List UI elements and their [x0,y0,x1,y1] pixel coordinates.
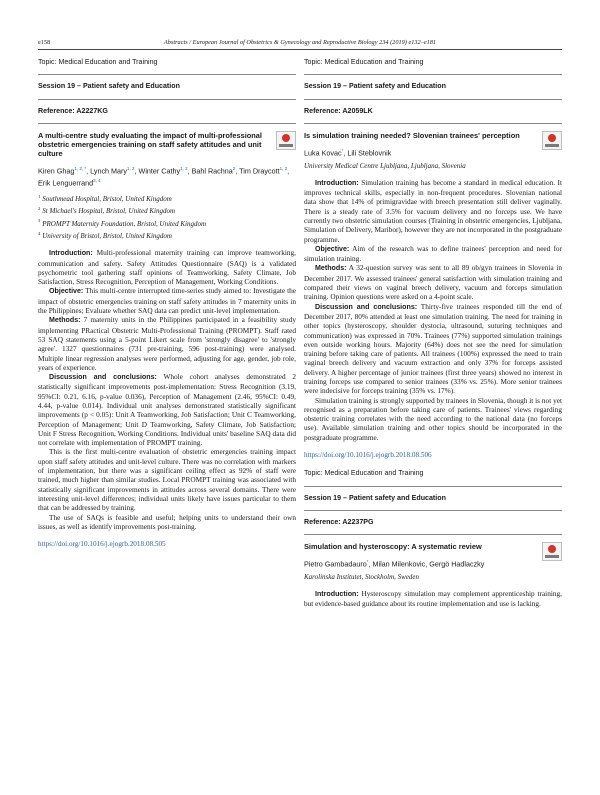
author-affiliation-marker[interactable]: 1, 2 [127,166,135,172]
author-name: Bahl Rachna [191,166,233,176]
paragraph-text: Whole cohort analyses demonstrated 2 statistically significant improvements post-implementation: Stress Recognition (3.19, 95%CI: 0.21, 6.16, p-value 0.036), Perception of Management (2.46, 95%CI: 0.49, 4.44, p-value 0.014). Individual unit analyses demonstrated statistically significant improvements (p < 0.05): Unit A Teamworking, Job Satisfaction; Unit C Teamworking, Perception of Management; Unit D Teamworking, Safety Climate, Job Satisfaction; Unit F Stress Recognition, Working Conditions. Individual units' baseline SAQ data did not correlate with implementation of PROMPT training. [38,372,296,448]
author-separator: , [368,559,373,569]
page-number: e158 [38,39,51,46]
section-label: Methods: [315,264,347,273]
author-name: Winter Cathy [138,166,181,176]
author-separator: , [86,166,91,176]
journal-citation: Abstracts / European Journal of Obstetrics & Gynecology and Reproductive Biology 234 (2019) e132–e181 [163,39,437,46]
author-list [38,164,296,187]
paragraph-text: Simulation training has become a standard in medical education. It improves technical skills, especially in non-frequent procedures. Slovenian national data show that 14% of primigravidae with breech presentation still deliver vaginally. There is a steady rate of 3.5% for vacuum delivery and no forceps use. We have currently two obstetric simulation courses (Training in obstetric emergencies, Ljubljana, Simulation of Delivery, Maribor), however they are not incorporated in the postgraduate programme. [304,177,562,244]
session-line: Session 19 – Patient safety and Education [304,82,446,91]
abstract-paragraph [38,248,296,286]
author-name: Tim Draycott [239,166,280,176]
abstract-paragraph [38,286,296,315]
abstract-paragraph [304,178,562,244]
abstract-body [304,589,562,609]
doi-link[interactable]: https://doi.org/10.1016/j.ejogrb.2018.08.505 [38,540,166,549]
affiliation-text: Southmead Hospital, Bristol, United Kingdom [42,194,172,203]
paragraph-text: This is the first multi-centre evaluation of obstetric emergencies training impact upon staff safety attitudes and unit-level culture. There was no correlation with markers of implementation, but there was a significant ceiling effect as 92% of staff were trained, much higher than similar studies. Local PROMPT training was associated with statistically significant improvements in attitudes across several domains. There were interesting unit-level differences; individual units likely have issues particular to them that can be addressed by training. [38,447,296,513]
author-name: Milan Milenkovic [372,559,426,569]
author-separator: , [343,148,348,158]
abstract-paragraph [304,302,562,396]
author-separator: , [425,559,430,569]
affiliation [38,204,296,216]
abstract-title-row [304,131,562,140]
abstract-paragraph [38,372,296,447]
author-separator: , [235,166,240,176]
author-list [304,557,562,569]
affiliation-number: 4 [38,230,41,236]
affiliation-text: St Michael's Hospital, Bristol, United Kingdom [42,207,175,216]
paragraph-text: Thirty-five trainees responded till the end of December 2017, 80% attended at least one simulation training. The need for training in other topics (hysteroscopy, shoulder dystocia, ultrasound, suturing techniques and communication) was expressed in 70%. Trainees (77%) supported simulation trainings even outside working hours. Majority (64%) does not see the need for simulation training before taking care of patients. All trainees (100%) expressed the need to train vaginal breech delivery and vacuum extraction and only 37% for forceps assisted delivery. A higher percentage of junior trainees (first three years) showed no interest in training forceps use compared to senior trainees (33% vs. 25%). More senior trainees were indecisive for forceps training (35% vs. 17%). [304,301,562,396]
abstract-paragraph [38,447,296,512]
reference-line: Reference: A2059LK [304,106,373,115]
abstract-title-row [304,542,562,551]
abstract-paragraph [304,263,562,301]
affiliation [38,229,296,241]
author-affiliation-marker[interactable]: 1, 2 [279,166,288,172]
header-rule [38,49,562,50]
author-separator: , [134,166,139,176]
divider [304,123,562,124]
section-label: Objective: [315,244,350,253]
section-label: Introduction: [315,178,359,187]
topic-line: Topic: Medical Education and Training [304,469,424,478]
topic-line: Topic: Medical Education and Training [304,58,424,66]
author-affiliation-marker[interactable]: 3, 4 [93,177,101,183]
author-affiliation-marker[interactable]: 1, 2, * [74,166,87,172]
affiliation-number: 2 [38,205,41,211]
divider [304,534,562,535]
affiliation-text: University of Bristol, Bristol, United Kingdom [42,232,172,241]
left-column [38,58,296,558]
reference-line: Reference: A2227KG [38,106,108,115]
paragraph-text: Multi-professional maternity training can improve teamworking, communication and safety. Safety Attitudes Questionnaire (SAQ) is a validated psychometric tool gathering staff opinions of Teamworking, Safety Climate, Job Satisfaction, Stress Recognition, Perception of Management, Working Conditions. [38,248,296,287]
abstract-body [304,178,562,442]
author-name: Lynch Mary [90,166,128,176]
crossmark-icon[interactable] [276,131,296,150]
crossmark-icon[interactable] [542,542,562,561]
paragraph-text: Hysteroscopy simulation may complement apprenticeship training, but evidence-based guidance about its routine implementation and use is lacking. [304,589,562,609]
abstract-paragraph [38,513,296,532]
affiliation: University Medical Centre Ljubljana, Ljubljana, Slovenia [304,161,466,170]
paragraph-text: Simulation training is strongly supported by trainees in Slovenia, though it is not yet recognised as a preparation before taking care of patients. Trainees' views regarding obstetric training correlates with the need according to the national data (no forceps use). Available simulation training and other topics should be incorporated in the postgraduate programme. [304,395,562,442]
section-label: Discussion and conclusions: [49,373,157,382]
divider [304,74,562,75]
paragraph-text: A 32-question survey was sent to all 89 ob/gyn trainees in Slovenia in December 2017. We assessed trainees' general satisfaction with simulation training and compared their views on vaginal breech delivery, vacuum and forceps simulation training. Opinion questions were asked on a 4-point scale. [304,263,562,302]
abstract-title: A multi-centre study evaluating the impact of multi-professional obstetric emergencies training on staff safety attitudes and unit culture [38,130,262,159]
paragraph-text: 7 maternity units in the Philippines participated in a feasibility study implementing PRactical Obstetric Multi-Professional Training (PROMPT). Staff rated 53 SAQ statements using a 5-point Likert scale from 'strongly disagree' to 'strongly agree'. 1327 questionnaires (731 pre-training, 596 post-training) were analysed. Multiple linear regression analyses were performed, adjusting for age, gender, job role, years of experience. [38,315,296,372]
author-name: Lili Steblovnik [347,148,392,158]
author-name: Kiren Ghag [38,166,75,176]
affiliation-number: 3 [38,218,41,224]
abstract-paragraph [304,244,562,264]
affiliation-number: 1 [38,193,41,199]
reference-line: Reference: A2237PG [304,517,374,526]
author-list [304,146,562,158]
divider [304,486,562,487]
affiliation [38,216,296,228]
paragraph-text: Aim of the research was to define trainees' perception and need for simulation training. [304,243,562,264]
session-line: Session 19 – Patient safety and Education [304,493,446,502]
running-header [38,37,562,51]
section-label: Methods: [49,316,81,325]
right-column [304,58,562,609]
topic-line: Topic: Medical Education and Training [38,58,158,66]
author-affiliation-marker[interactable]: 2 [232,166,236,172]
author-name: Pietro Gambadauro [304,559,367,569]
author-name: Gergö Hadlaczky [429,559,485,569]
abstract-title: Is simulation training needed? Slovenian trainees' perception [304,130,520,140]
paragraph-text: The use of SAQs is feasible and useful; helping units to understand their own issues, as well as identify improvements post-training. [38,512,296,531]
crossmark-icon[interactable] [542,131,562,150]
paragraph-text: This multi-centre interrupted time-series study aimed to: Investigate the impact of obstetric emergencies training on staff safety attitudes in 7 maternity units in the Philippines; Evaluate whether SAQ data can predict unit-level implementation. [38,286,296,316]
author-affiliation-marker[interactable]: * [366,559,369,565]
affiliation-list [38,192,296,242]
abstract-paragraph [38,315,296,372]
section-label: Introduction: [315,590,359,599]
author-affiliation-marker[interactable]: * [341,147,344,153]
affiliation [38,192,296,204]
section-label: Objective: [49,287,84,296]
section-label: Discussion and conclusions: [315,302,418,311]
abstract-title: Simulation and hysteroscopy: A systematic review [304,542,482,552]
affiliation-text: PROMPT Maternity Foundation, Bristol, United Kingdom [42,219,207,228]
divider [38,74,296,75]
divider [304,510,562,511]
divider [304,99,562,100]
author-affiliation-marker[interactable]: 1, 2 [180,166,188,172]
author-name: Luka Kovac [304,148,342,158]
abstract-title-row [38,131,296,158]
session-line: Session 19 – Patient safety and Education [38,82,180,91]
affiliation: Karolinska Institutet, Stockholm, Sweden [304,573,420,582]
divider [38,123,296,124]
abstract-body [38,248,296,531]
abstract-paragraph [304,396,562,442]
section-label: Introduction: [49,249,93,258]
doi-link[interactable]: https://doi.org/10.1016/j.ejogrb.2018.08.506 [304,451,432,460]
author-name: Erik Lenguerrand [38,178,94,188]
author-separator: , [287,166,290,176]
abstract-paragraph [304,589,562,609]
author-separator: , [187,166,192,176]
divider [38,99,296,100]
